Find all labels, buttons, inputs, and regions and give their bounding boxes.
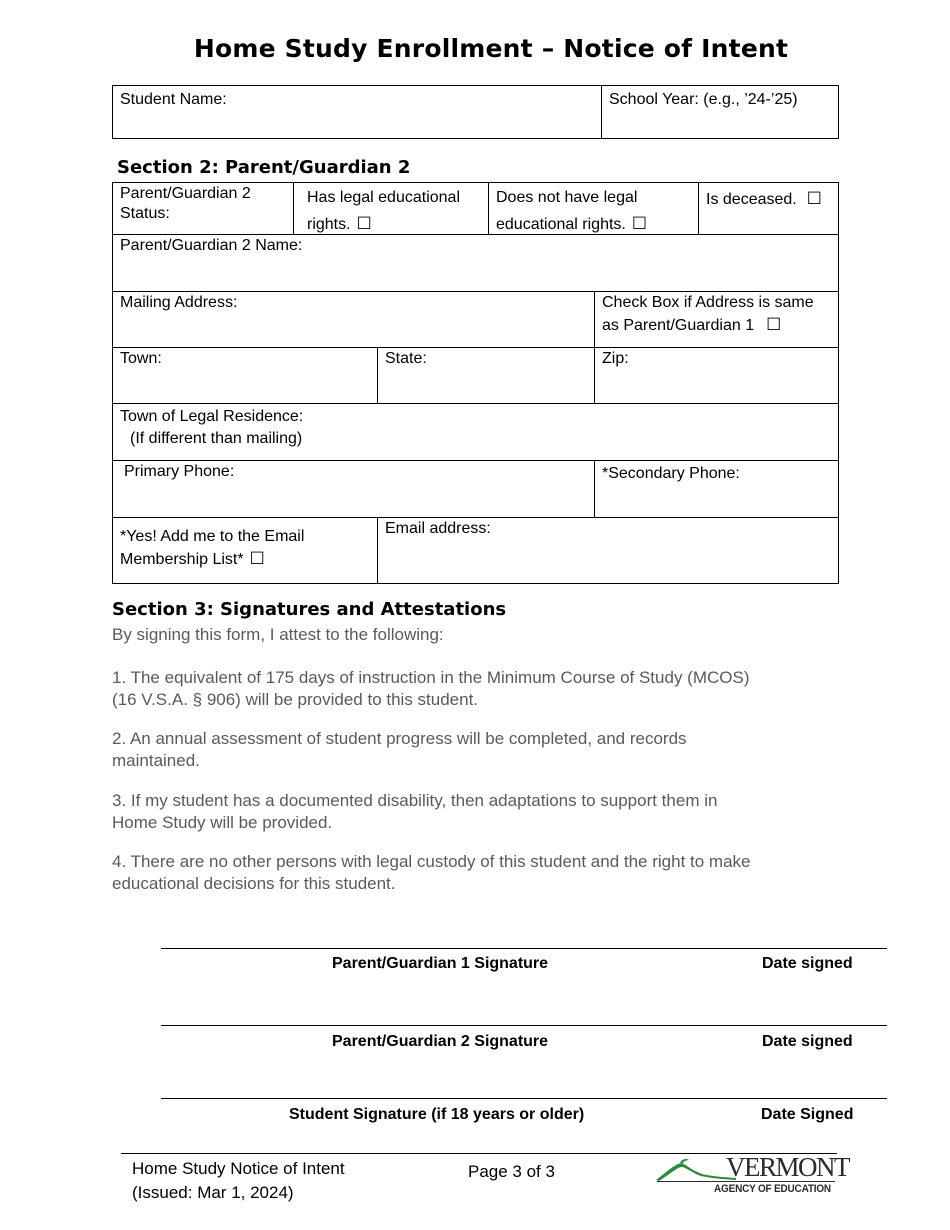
page-title: Home Study Enrollment – Notice of Intent [193,34,789,63]
state-label: State: [385,350,427,367]
attestation-item-1-line2: (16 V.S.A. § 906) will be provided to this student. [112,690,479,709]
footer-issued-date: (Issued: Mar 1, 2024) [132,1183,294,1202]
pg2-signature-line[interactable] [161,1025,887,1026]
mailing-address-label: Mailing Address: [120,294,238,311]
status-label-cell [112,182,294,235]
state-field[interactable] [377,347,595,404]
has-rights-line2: rights. [307,216,351,233]
secondary-phone-label: *Secondary Phone: [602,465,740,482]
legal-residence-line1: Town of Legal Residence: [120,408,304,425]
zip-field[interactable] [594,347,839,404]
pg2-signature-label: Parent/Guardian 2 Signature [332,1033,549,1050]
vermont-aoe-logo [656,1152,849,1200]
footer-form-name: Home Study Notice of Intent [132,1159,345,1178]
same-address-line2: as Parent/Guardian 1 [602,317,755,334]
section2-heading: Section 2: Parent/Guardian 2 [117,157,411,178]
student-name-field[interactable] [112,85,602,139]
student-signature-label: Student Signature (if 18 years or older) [289,1106,585,1123]
no-rights-line1: Does not have legal [496,189,638,206]
has-rights-line1: Has legal educational [307,189,460,206]
section3-heading: Section 3: Signatures and Attestations [112,599,507,620]
attestation-item-3 [112,790,717,834]
mailing-address-field[interactable] [112,291,595,348]
has-rights-option[interactable] [293,182,489,235]
student-signature-line[interactable] [161,1098,887,1099]
logo-wordmark: VERMONT [726,1152,849,1182]
pg2-name-field[interactable] [112,234,839,292]
primary-phone-field[interactable] [112,460,595,518]
deceased-option[interactable] [698,182,839,235]
status-label-line2: Status: [120,205,170,222]
attestation-item-1-line1: 1. The equivalent of 175 days of instruction in the Minimum Course of Study (MCOS) [112,668,750,687]
no-rights-line2: educational rights. [496,216,626,233]
same-address-line1: Check Box if Address is same [602,294,814,311]
primary-phone-label: Primary Phone: [124,463,235,480]
no-rights-checkbox[interactable]: ☐ [631,214,648,233]
attestation-item-2-line2: maintained. [112,751,200,770]
deceased-label: Is deceased. [706,191,797,208]
student-name-label: Student Name: [120,91,227,108]
same-address-checkbox[interactable]: ☐ [766,315,782,334]
secondary-phone-field[interactable] [594,460,839,518]
attestation-item-2-line1: 2. An annual assessment of student progress will be completed, and records [112,729,687,748]
school-year-label: School Year: (e.g., ’24-’25) [609,91,798,108]
pg1-signature-label: Parent/Guardian 1 Signature [332,955,549,972]
zip-label: Zip: [602,350,629,367]
email-list-checkbox[interactable]: ☐ [249,549,265,568]
deceased-checkbox[interactable]: ☐ [806,189,822,208]
pg2-date-label: Date signed [762,1033,853,1050]
same-address-option[interactable] [594,291,839,348]
mountain-logo-icon [656,1156,736,1184]
attestation-item-2 [112,728,687,772]
town-field[interactable] [112,347,378,404]
student-date-label: Date Signed [761,1106,854,1123]
attestation-item-4 [112,851,751,895]
logo-subtext: AGENCY OF EDUCATION [714,1183,831,1196]
pg1-date-label: Date signed [762,955,853,972]
town-label: Town: [120,350,162,367]
legal-residence-field[interactable] [112,403,839,461]
school-year-field[interactable] [601,85,839,139]
footer-form-info [132,1157,345,1205]
has-rights-checkbox[interactable]: ☐ [356,214,372,233]
attestation-item-4-line2: educational decisions for this student. [112,874,396,893]
attestation-item-4-line1: 4. There are no other persons with legal custody of this student and the right to make [112,852,751,871]
attestation-item-1 [112,667,749,711]
attestation-item-3-line2: Home Study will be provided. [112,813,333,832]
attestation-item-3-line1: 3. If my student has a documented disability, then adaptations to support them in [112,791,718,810]
email-address-field[interactable] [377,517,839,584]
email-list-line2: Membership List* [120,551,244,568]
legal-residence-line2: (If different than mailing) [130,430,303,447]
no-rights-option[interactable] [488,182,699,235]
email-address-label: Email address: [385,520,491,537]
pg1-signature-line[interactable] [161,948,887,949]
attestation-intro: By signing this form, I attest to the following: [112,625,444,644]
footer-page-number: Page 3 of 3 [468,1162,555,1181]
pg2-name-label: Parent/Guardian 2 Name: [120,237,303,254]
email-list-line1: *Yes! Add me to the Email [120,528,305,545]
logo-rule [657,1181,835,1182]
status-label-line1: Parent/Guardian 2 [120,185,251,202]
email-list-option[interactable] [112,517,378,584]
